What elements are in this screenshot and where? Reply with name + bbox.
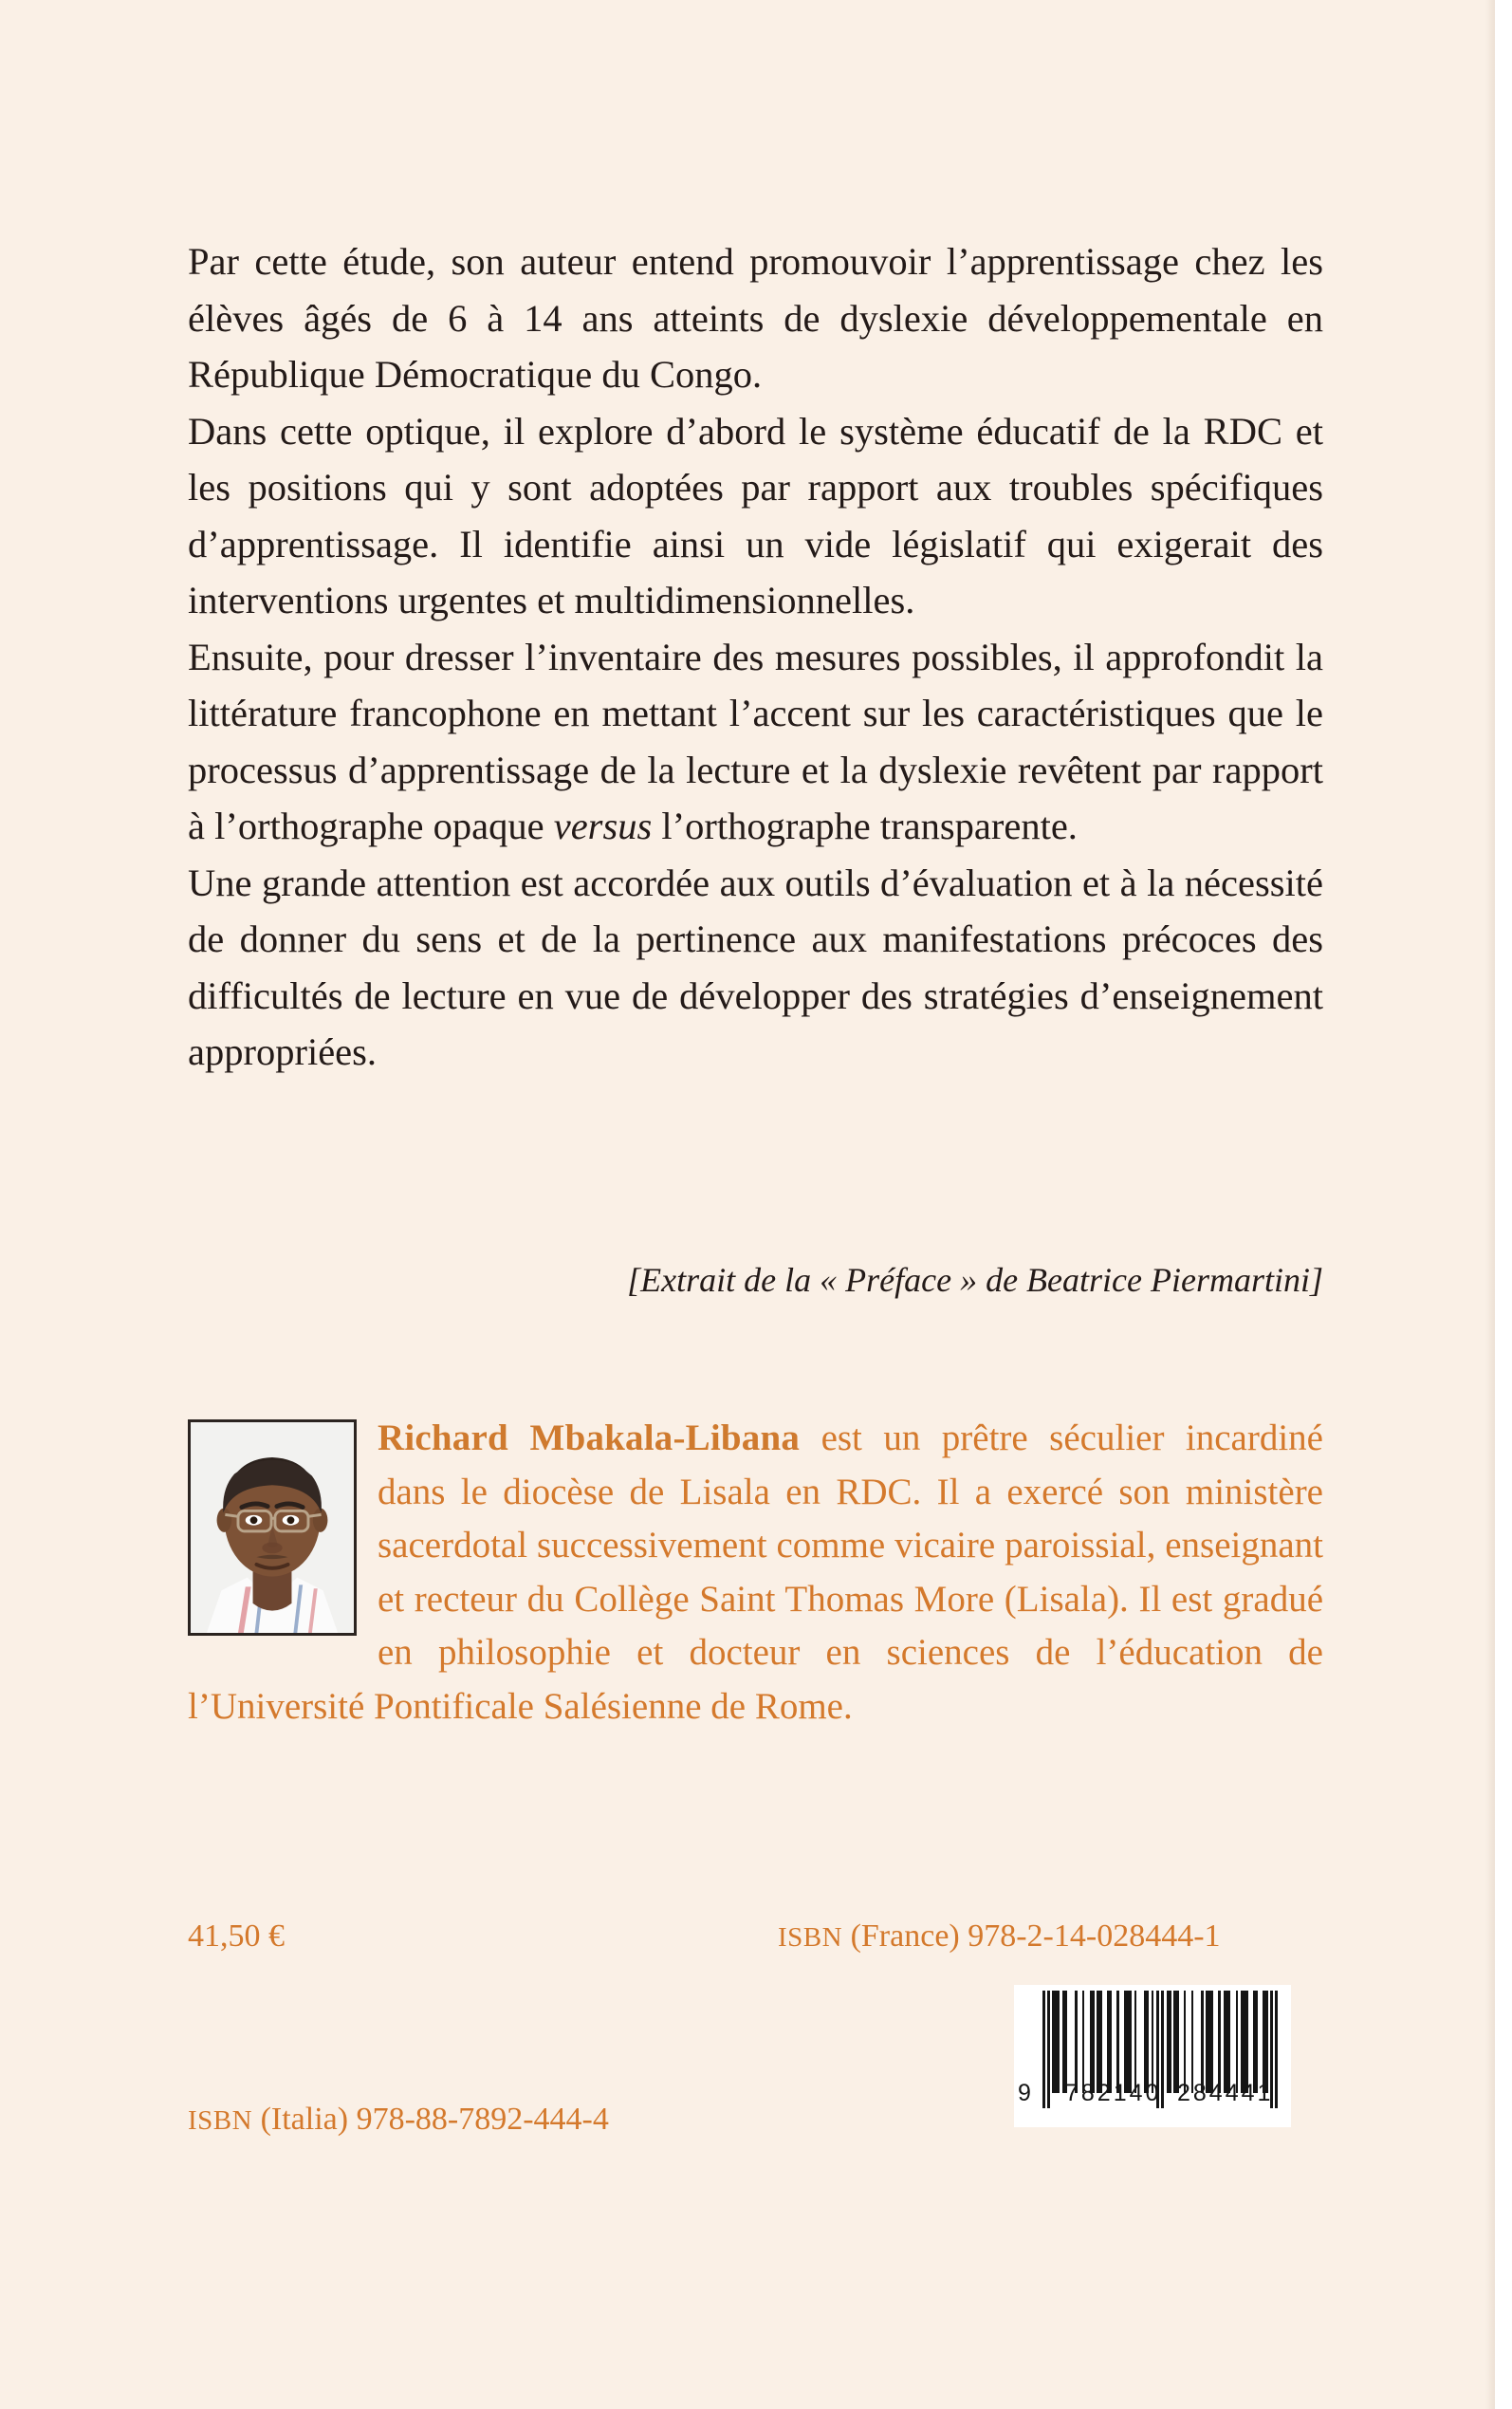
barcode-bar bbox=[1224, 1991, 1231, 2093]
barcode-bar bbox=[1062, 1991, 1067, 2093]
isbn-italia-label: ISBN bbox=[188, 2105, 253, 2136]
isbn-italia bbox=[188, 2102, 609, 2138]
blurb-paragraph-4: Une grande attention est accordée aux outils d’évaluation et à la nécessité de donner du sens et de la pertinence aux manifestations précoces des difficultés de lecture en vue de développer des stratégies d’enseignement appropriées. bbox=[188, 861, 1323, 1074]
barcode-bar bbox=[1218, 1991, 1221, 2093]
barcode-bar bbox=[1082, 1991, 1085, 2093]
blurb-paragraph-3 bbox=[188, 629, 1323, 855]
barcode-bar bbox=[1144, 1991, 1149, 2093]
barcode-digit-right-group: 284441 bbox=[1177, 2080, 1274, 2106]
barcode-bar bbox=[1075, 1991, 1078, 2093]
price-label: 41,50 € bbox=[188, 1918, 285, 1954]
barcode-bar bbox=[1052, 1991, 1060, 2093]
blurb-paragraph-1: Par cette étude, son auteur entend promouvoir l’apprentissage chez les élèves âgés de 6 à 14 ans atteints de dyslexie développementale en République Démocratique du Congo. bbox=[188, 240, 1323, 397]
author-portrait-icon bbox=[191, 1422, 354, 1633]
isbn-france-label: ISBN bbox=[778, 1922, 843, 1953]
barcode-bar bbox=[1116, 1991, 1119, 2093]
barcode-bar bbox=[1167, 1991, 1171, 2093]
barcode-bar bbox=[1124, 1991, 1132, 2093]
isbn-france-value: (France) 978-2-14-028444-1 bbox=[842, 1918, 1221, 1954]
barcode-bar bbox=[1152, 1991, 1154, 2093]
preface-attribution: [Extrait de la « Préface » de Beatrice Piermartini] bbox=[627, 1261, 1323, 1299]
barcode-bar bbox=[1107, 1991, 1112, 2093]
ean13-barcode bbox=[1014, 1985, 1291, 2127]
blurb-paragraph-2: Dans cette optique, il explore d’abord le système éducatif de la RDC et les positions qui y sont adoptées par rapport aux troubles spécifiques d’apprentissage. Il identifie ainsi un vide législatif qui exigerait des interventions urgentes et multidimensionnelles. bbox=[188, 409, 1323, 622]
barcode-bar bbox=[1201, 1991, 1204, 2093]
spine-shadow bbox=[1485, 0, 1495, 2409]
author-bio-block bbox=[188, 1412, 1323, 1733]
blurb-paragraph-3-head: Ensuite, pour dresser l’inventaire des mesures possibles, il approfondit la littérature francophone en mettant l’accent sur les caractéristiques que le processus d’apprentissage de la lecture et la dyslexie revêtent par rapport à l’orthographe opaque bbox=[188, 635, 1323, 848]
barcode-bar bbox=[1134, 1991, 1137, 2093]
author-portrait-photo bbox=[188, 1419, 357, 1636]
barcode-bar bbox=[1263, 1991, 1267, 2093]
barcode-bar bbox=[1236, 1991, 1239, 2093]
barcode-bar bbox=[1206, 1991, 1213, 2093]
blurb-paragraph-3-tail: l’orthographe transparente. bbox=[652, 805, 1078, 848]
barcode-bar bbox=[1090, 1991, 1095, 2093]
barcode-bar bbox=[1241, 1991, 1248, 2093]
italic-versus: versus bbox=[553, 805, 653, 848]
blurb-text bbox=[188, 233, 1323, 1081]
author-bio-text: est un prêtre séculier incardiné dans le diocèse de Lisala en RDC. Il a exercé son ministère sacerdotal successivement comme vicaire paroissial, enseignant et recteur du Collège Saint Thomas More (Lisala). Il est gradué en philosophie et docteur en sciences de l’éducation de l’Université Pontificale Salésienne de Rome. bbox=[188, 1418, 1323, 1727]
barcode-digit-left-group: 782140 bbox=[1065, 2080, 1162, 2106]
barcode-bar bbox=[1184, 1991, 1187, 2093]
barcode-digit-lead: 9 bbox=[1018, 2080, 1031, 2106]
isbn-france bbox=[778, 1918, 1221, 1955]
barcode-bars bbox=[1042, 1991, 1278, 2093]
barcode-bar bbox=[1173, 1991, 1178, 2093]
spine-edge bbox=[1495, 0, 1512, 2409]
author-name: Richard Mbakala-Libana bbox=[378, 1418, 801, 1458]
barcode-bar bbox=[1253, 1991, 1258, 2093]
barcode-bar bbox=[1191, 1991, 1194, 2093]
isbn-italia-value: (Italia) 978-88-7892-444-4 bbox=[252, 2102, 609, 2137]
barcode-digits bbox=[1014, 2080, 1291, 2110]
barcode-bar bbox=[1097, 1991, 1101, 2093]
